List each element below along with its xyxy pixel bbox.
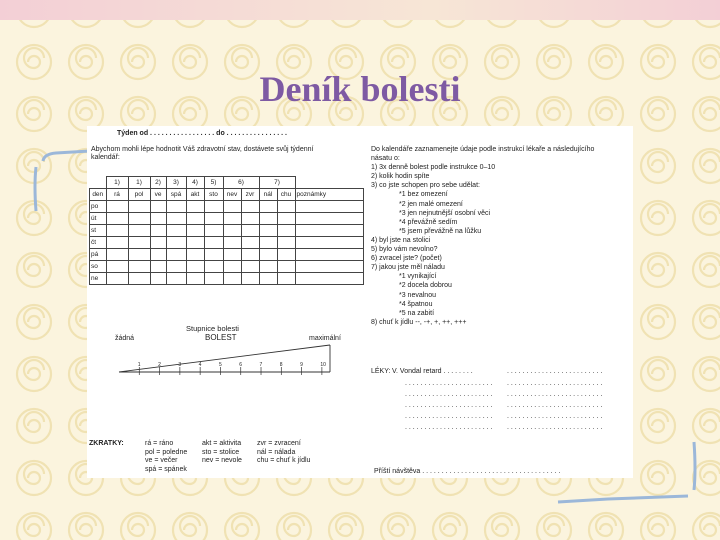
meds-dots: . . . . . . . . . . . . . . . . . . . . . . .	[405, 413, 493, 420]
instruction-line: *5 jsem převážně na lůžku	[399, 227, 482, 235]
calendar-number: 4)	[186, 177, 204, 189]
meds-dots: . . . . . . . . . . . . . . . . . . . . . . . . .	[507, 391, 603, 398]
instruction-line: 1) 3x denně bolest podle instrukce 0–10	[371, 164, 496, 172]
meds-dots: . . . . . . . . . . . . . . . . . . . . . . . . .	[507, 413, 603, 420]
instruction-line: *3 nevalnou	[399, 291, 436, 299]
meds-label: LÉKY:	[371, 368, 391, 375]
calendar-header: ve	[150, 189, 166, 201]
instruction-line: *2 docela dobrou	[399, 282, 452, 290]
abbreviation-entry: akt = aktivita	[202, 440, 242, 447]
scale-tick-label: 5	[218, 362, 222, 368]
calendar-day-label: st	[90, 225, 107, 237]
calendar-header: rá	[106, 189, 128, 201]
scale-tick-label: 1	[137, 362, 141, 368]
instruction-line: 8) chuť k jídlu --, -+, +, ++, +++	[371, 318, 467, 326]
scale-upper-edge	[119, 345, 330, 372]
instruction-line: *5 na zabití	[399, 309, 435, 317]
calendar-day-label: ne	[90, 273, 107, 285]
scale-right-label: maximální	[309, 335, 341, 342]
calendar-number: 2)	[150, 177, 166, 189]
calendar-number: 7)	[259, 177, 295, 189]
abbreviation-entry: nál = nálada	[257, 448, 296, 456]
calendar-header: sto	[204, 189, 223, 201]
abbreviation-entry: spá = spánek	[145, 465, 187, 473]
abbreviations-label: ZKRATKY:	[89, 440, 124, 447]
instruction-line: 5) bylo vám nevolno?	[371, 246, 438, 253]
pain-diary-sheet	[87, 126, 633, 478]
next-visit-line: Příští návštěva . . . . . . . . . . . . . . . . . . . . . . . . . . . . . . . . . . . .	[374, 468, 561, 475]
abbreviation-entry: ve = večer	[145, 457, 178, 464]
scale-tick-label: 6	[239, 362, 243, 368]
scale-left-label: žádná	[115, 335, 135, 342]
abbreviation-entry: rá = ráno	[145, 440, 174, 447]
calendar-header: zvr	[241, 189, 259, 201]
intro-line-1: Abychom mohli lépe hodnotit Váš zdravotní stav, dostávete svůj týdenní	[91, 146, 314, 153]
calendar-header: akt	[186, 189, 204, 201]
meds-dots: . . . . . . . . . . . . . . . . . . . . . . .	[405, 424, 493, 431]
meds-dots: . . . . . . . . . . . . . . . . . . . . . . .	[405, 380, 493, 387]
calendar-header: den	[90, 189, 107, 201]
calendar-number: 6)	[223, 177, 259, 189]
scale-tick-label: 7	[259, 362, 263, 368]
scale-tick-label: 8	[279, 362, 283, 368]
abbreviation-entry: nev = nevole	[202, 457, 242, 464]
meds-dots: . . . . . . . . . . . . . . . . . . . . . . . . .	[507, 380, 603, 387]
calendar-header: chu	[277, 189, 295, 201]
meds-first-entry: V. Vondal retard . . . . . . . .	[392, 368, 473, 375]
meds-dots: . . . . . . . . . . . . . . . . . . . . . . . . .	[507, 402, 603, 409]
meds-dots: . . . . . . . . . . . . . . . . . . . . . . .	[405, 402, 493, 409]
calendar-header: spá	[166, 189, 186, 201]
scale-center-label: BOLEST	[205, 333, 237, 342]
calendar-header: pol	[128, 189, 150, 201]
calendar-header: nál	[259, 189, 277, 201]
calendar-day-label: pá	[90, 249, 107, 261]
intro-line-2: kalendář:	[91, 154, 120, 161]
instruction-line: 2) kolik hodin spíte	[371, 173, 430, 181]
instruction-line: násatu o:	[371, 155, 400, 163]
calendar-header: poznámky	[295, 189, 363, 201]
abbreviation-entry: zvr = zvracení	[257, 440, 301, 447]
scale-tick-label: 3	[178, 362, 182, 368]
meds-dots: . . . . . . . . . . . . . . . . . . . . . . . . .	[507, 424, 603, 431]
scale-tick-label: 2	[158, 362, 161, 368]
calendar-number: 1)	[128, 177, 150, 189]
calendar-day-label: po	[90, 201, 107, 213]
instruction-line: 4) byl jste na stolici	[371, 236, 431, 244]
instruction-line: 6) zvracel jste? (počet)	[371, 255, 442, 263]
calendar-number: 3)	[166, 177, 186, 189]
calendar-day-label: čt	[90, 237, 107, 249]
abbreviation-entry: pol = poledne	[145, 448, 188, 456]
calendar-number: 1)	[106, 177, 128, 189]
instruction-line: *4 špatnou	[399, 300, 433, 308]
instruction-line: *1 bez omezení	[399, 191, 448, 199]
scale-tick-label: 10	[320, 362, 326, 368]
top-decorative-band	[0, 0, 720, 20]
week-line: Týden od . . . . . . . . . . . . . . . . . do . . . . . . . . . . . . . . . .	[117, 130, 287, 137]
scale-tick-label: 4	[198, 362, 202, 368]
instruction-line: 3) co jste schopen pro sebe udělat:	[371, 182, 480, 190]
page-title: Deník bolesti	[259, 69, 461, 109]
instruction-line: 7) jakou jste měl náladu	[371, 264, 445, 272]
calendar-day-label: út	[90, 213, 107, 225]
meds-dots: . . . . . . . . . . . . . . . . . . . . . . . . .	[507, 368, 603, 375]
abbreviation-entry: sto = stolice	[202, 448, 240, 456]
scale-title: Stupnice bolesti	[186, 324, 239, 333]
instruction-line: *1 vynikající	[399, 273, 437, 281]
instruction-line: *4 převážně sedím	[399, 218, 458, 226]
instruction-line: *3 jen nejnutnější osobní věci	[399, 209, 491, 217]
calendar-number: 5)	[204, 177, 223, 189]
instruction-line: Do kalendáře zaznamenejte údaje podle instrukcí lékaře a následujícího	[371, 146, 595, 153]
abbreviation-entry: chu = chuť k jídlu	[257, 457, 311, 464]
instruction-line: *2 jen malé omezení	[399, 200, 463, 208]
calendar-day-label: so	[90, 261, 107, 273]
scale-tick-label: 9	[300, 362, 303, 368]
calendar-header: nev	[223, 189, 241, 201]
meds-dots: . . . . . . . . . . . . . . . . . . . . . . .	[405, 391, 493, 398]
